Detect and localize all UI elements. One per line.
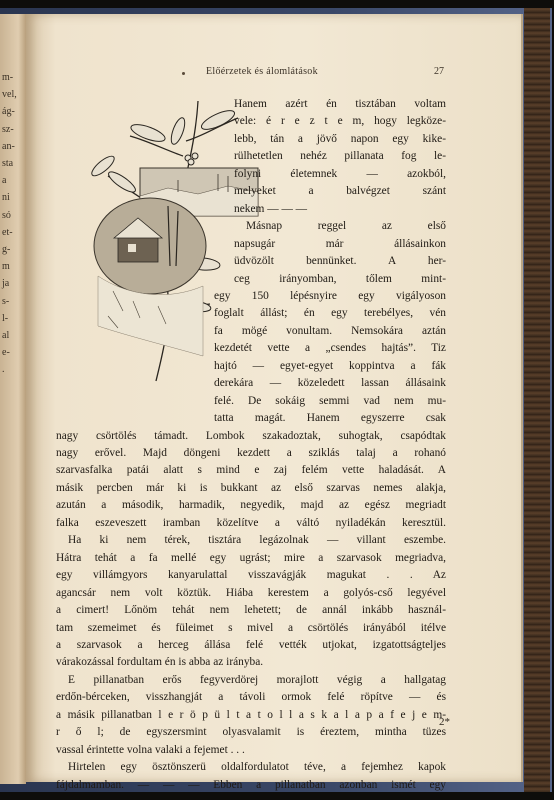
text-line: felé. De sokáig semmi vad nem mu- — [214, 394, 446, 407]
text-line: Hátra tehát a fa mellé egy ugrást; mire a szarvasok megriadva, — [56, 551, 446, 564]
page-number: 27 — [434, 66, 444, 77]
text-line: egy 150 lépésnyire egy vigályoson — [214, 289, 446, 302]
text-line: foglalt állást; én egy terebélyes, vén — [214, 307, 446, 320]
text-line: E pillanatban erős fegyverdörej morajlott végig a hallgatag — [68, 673, 446, 686]
text-line: fa mögé vonultam. Nemsokára aztán — [214, 324, 446, 337]
text-line: agancsár nem volt köztük. Hiába kerestem a golyós-cső legyével — [56, 586, 446, 599]
text-line: folyni életemnek — azokból, — [234, 167, 446, 180]
text-line: ceg irányomban, tőlem mint- — [234, 272, 446, 285]
text-line: szarvasfalka patái alatt s mind e zaj felém vette haladását. A — [56, 464, 446, 477]
left-page-fragment: e- — [2, 347, 10, 359]
text-line: egy villámgyors kanyarulattal visszavágják magukat . . Az — [56, 569, 446, 582]
left-page-fragment: m- — [2, 72, 14, 83]
left-page-fragment: l- — [2, 312, 9, 324]
text-line: másik percben már ki is bukkant az első szarvas nemes alakja, — [56, 481, 446, 494]
text-line: napsugár már állásainkon — [234, 237, 446, 250]
left-page-fragment: sta — [2, 158, 14, 169]
text-line: Ha ki nem térek, tisztára legázolnak — villant eszembe. — [68, 534, 446, 547]
text-line: a szarvasok a herceg állása felé vették utjokat, izgatottságteljes — [56, 638, 446, 651]
left-page-fragment: et- — [2, 226, 13, 238]
left-page-fragment: ág- — [2, 106, 15, 118]
left-page-fragment: al — [2, 330, 10, 341]
text-line: Hirtelen egy ösztönszerü oldalfordulatot téve, a fejemhez kapok — [68, 761, 446, 774]
left-page-fragment: an- — [2, 140, 15, 152]
text-line: vele: é r e z t e m, hogy legköze- — [234, 115, 446, 128]
text-line: derekára — közeledett lassan állásaink — [214, 377, 446, 390]
text-line: várakozással fordultam én is abba az irányba. — [56, 656, 264, 669]
left-page-fragment: . — [2, 364, 5, 376]
book-page — [26, 14, 521, 791]
header-bullet — [182, 72, 185, 75]
text-line: nekem — — — — [234, 202, 308, 215]
book-spine — [524, 8, 550, 792]
left-page-fragment: a — [2, 175, 7, 187]
text-line: Másnap reggel az első — [246, 220, 446, 233]
text-line: azután a második, harmadik, negyedik, majd az egész megriadt — [56, 499, 446, 512]
running-header — [26, 66, 521, 82]
left-page-edge — [0, 14, 26, 784]
left-page-fragment: vel, — [2, 89, 17, 101]
text-line: falka eszeveszett iramban közelítve a váltó nyiladékán keresztül. — [56, 516, 446, 529]
text-line: üdvözölt bennünket. A her- — [234, 255, 446, 268]
text-line: lebb, tán a jövő napon egy kike- — [234, 132, 446, 145]
left-page-fragment: só — [2, 209, 11, 221]
left-page-fragment: ni — [2, 192, 10, 204]
text-line: a másik pillanatban l e r ö p ü l t a t o l l a s k a l a p a f e j e m- — [56, 708, 446, 721]
text-line: erdőn-bérceken, visszhangját a távoli ormok felé röpítve — és — [56, 691, 446, 704]
text-line: tam szemeimet és füleimet s mivel a csörtölés irányából itélve — [56, 621, 446, 634]
text-line: vassal érintette volna valaki a fejemet . . . — [56, 743, 245, 756]
text-line: nagy csörtölés támadt. Lombok szakadoztak, suhogtak, csapódtak — [56, 429, 446, 442]
left-page-fragment: g- — [2, 244, 11, 255]
text-line: Hanem azért én tisztában voltam — [234, 98, 446, 110]
text-line: hajtó — egyet-egyet koppintva a fák — [214, 359, 446, 372]
left-page-fragment: m — [2, 261, 10, 273]
text-line: r ő l; de egyszersmint olyasvalamit is éreztem, mintha tüzes — [56, 726, 446, 739]
header-title: Előérzetek és álomlátások — [206, 66, 318, 77]
signature-mark: 2* — [439, 716, 450, 728]
text-line: nagy erővel. Majd döngeni kezdett a sziklás talaj a rohanó — [56, 447, 446, 459]
left-page-fragment: s- — [2, 295, 10, 307]
text-line: melyeket a balvégzet szánt — [234, 185, 446, 198]
text-line: a cimert! Lőnöm tehát nem lehetett; de annál inkább használ- — [56, 604, 446, 617]
text-line: tatta magát. Hanem egyszerre csak — [214, 412, 446, 425]
left-page-fragment: ja — [2, 278, 10, 290]
text-line: kezdetét vette a „csendes hajtás”. Tiz — [214, 342, 446, 355]
text-line: rülhetetlen nehéz pillanata fog le- — [234, 150, 446, 163]
left-page-fragment: sz- — [2, 123, 14, 135]
text-line: fájdalmamban. — — — Ebben a pillanatban azonban ismét egy — [56, 778, 446, 791]
